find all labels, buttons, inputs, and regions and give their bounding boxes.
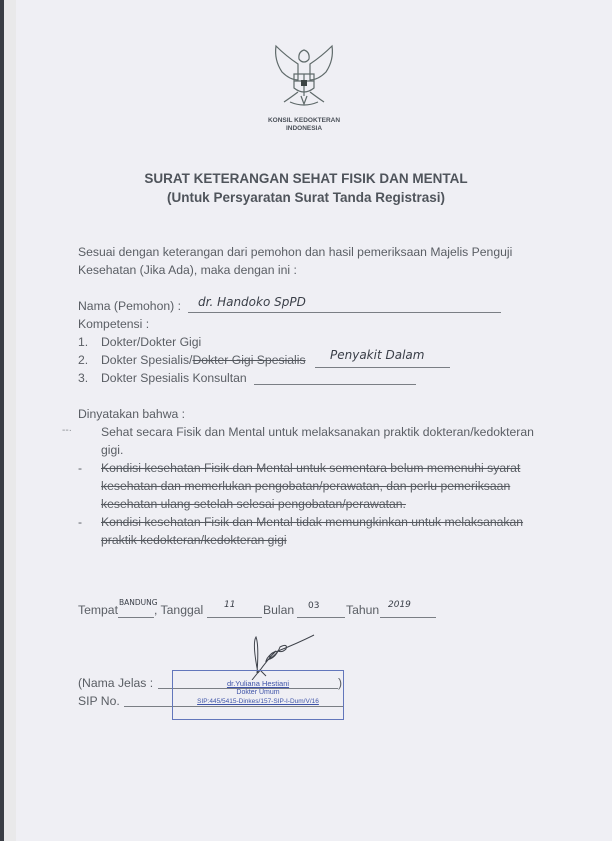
declared-item-3-line-2: praktik kedokteran/kedokteran gigi <box>101 533 287 547</box>
doctor-stamp <box>172 670 344 720</box>
date-field-line <box>207 617 262 618</box>
declared-item-2-line-1: Kondisi kesehatan Fisik dan Mental untuk sementara belum memenuhi syarat <box>101 461 521 475</box>
competence-num-3: 3. <box>78 371 89 385</box>
date-value[interactable]: 11 <box>224 600 236 610</box>
month-value[interactable]: 03 <box>308 601 320 611</box>
name-label: (Nama Jelas : <box>78 676 154 690</box>
competence-item-1: Dokter/Dokter Gigi <box>101 335 202 349</box>
place-field-line <box>118 617 154 618</box>
year-label: Tahun <box>346 603 380 617</box>
competence-item-2-struck: Dokter Gigi Spesialis <box>192 353 306 367</box>
specialist-field-line <box>315 367 450 368</box>
council-line2: INDONESIA <box>285 125 323 132</box>
declared-item-3-bullet: - <box>78 515 83 529</box>
year-value[interactable]: 2019 <box>388 600 411 610</box>
intro-line-2: Kesehatan (Jika Ada), maka dengan ini : <box>78 263 297 277</box>
applicant-label: Nama (Pemohon) : <box>78 299 181 313</box>
consultant-field-line[interactable] <box>254 384 416 385</box>
competence-item-3: Dokter Spesialis Konsultan <box>101 371 247 385</box>
applicant-value[interactable]: dr. Handoko SpPD <box>198 295 306 309</box>
declared-item-2-line-2: kesehatan dan memerlukan pengobatan/perawatan, dan perlu pemeriksaan <box>101 479 511 493</box>
declared-item-2-line-3: kesehatan ulang setelah selesai pengobatan/perawatan. <box>101 497 406 511</box>
competence-num-2: 2. <box>78 353 89 367</box>
place-value[interactable]: BANDUNG <box>119 598 158 607</box>
applicant-field-line <box>188 312 501 313</box>
scan-margin <box>4 0 16 841</box>
year-field-line <box>380 617 436 618</box>
competence-item-2-text: Dokter Spesialis/ <box>101 353 193 367</box>
document-title: SURAT KETERANGAN SEHAT FISIK DAN MENTAL <box>144 171 468 186</box>
place-label: Tempat <box>78 603 118 617</box>
council-line1: KONSIL KEDOKTERAN <box>267 117 341 124</box>
sip-label: SIP No. <box>78 694 120 708</box>
competence-num-1: 1. <box>78 335 89 349</box>
name-close-paren: ) <box>338 676 343 690</box>
declared-label: Dinyatakan bahwa : <box>78 407 186 421</box>
stamp-doctor-name: dr.Yuliana Hestiani <box>226 679 290 688</box>
check-mark: --· <box>62 425 72 436</box>
council-name <box>244 117 364 133</box>
garuda-emblem-icon <box>268 42 340 114</box>
competence-item-2 <box>101 353 306 367</box>
declared-item-3-line-1: Kondisi kesehatan Fisik dan Mental tidak memungkinkan untuk melaksanakan <box>101 515 524 529</box>
specialist-value[interactable]: Penyakit Dalam <box>330 348 425 362</box>
month-field-line <box>297 617 345 618</box>
declared-item-2-bullet: - <box>78 461 83 475</box>
document-subtitle: (Untuk Persyaratan Surat Tanda Registrasi) <box>166 190 446 205</box>
competence-label: Kompetensi : <box>78 317 150 331</box>
declared-item-1-line-1: Sehat secara Fisik dan Mental untuk melaksanakan praktik dokteran/kedokteran <box>101 425 534 439</box>
intro-line-1: Sesuai dengan keterangan dari pemohon dan hasil pemeriksaan Majelis Penguji <box>78 245 513 259</box>
stamp-doctor-title: Dokter Umum <box>236 689 280 696</box>
stamp-sip-number: SIP:445/5415-Dinkes/157-SIP-I-Dum/V/16 <box>197 698 319 705</box>
declared-item-1-line-2: gigi. <box>101 443 124 457</box>
month-label: Bulan <box>263 603 295 617</box>
date-label: , Tanggal <box>154 603 204 617</box>
